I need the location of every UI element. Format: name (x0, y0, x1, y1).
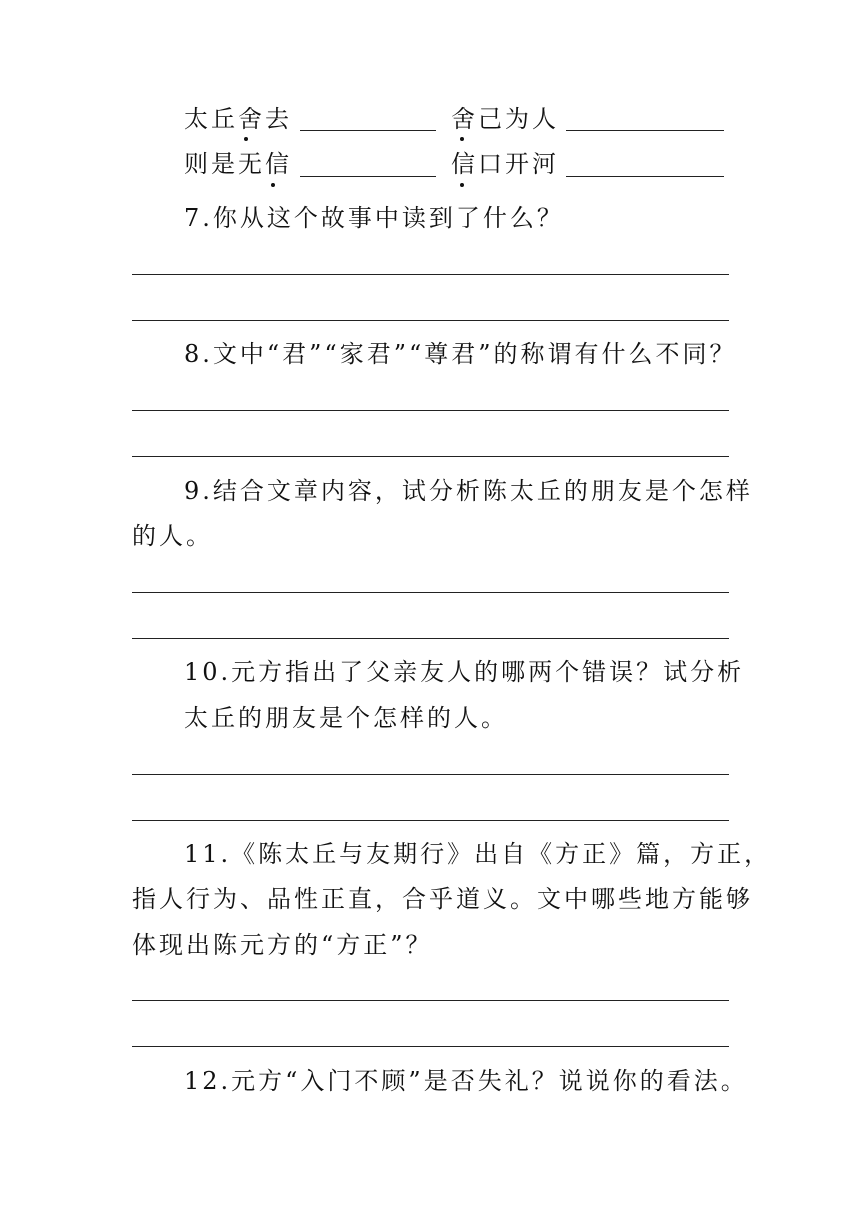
emphasis-dot (460, 183, 464, 187)
question-text: 7.你从这个故事中读到了什么？ (184, 204, 564, 232)
answer-blank-2[interactable] (566, 130, 724, 131)
answer-blank-1[interactable] (300, 130, 436, 131)
answer-line[interactable] (132, 820, 729, 821)
emphasis-dot (460, 137, 464, 141)
answer-blank-3[interactable] (300, 176, 436, 177)
question-text: 10.元方指出了父亲友人的哪两个错误？试分析 (184, 658, 745, 686)
answer-line[interactable] (132, 1046, 729, 1047)
emphasis-dot (244, 137, 248, 141)
answer-line[interactable] (132, 592, 729, 593)
vocab-word-4: 信口开河 (451, 150, 559, 178)
question-text: 11.《陈太丘与友期行》出自《方正》篇，方正， (184, 840, 772, 868)
answer-line[interactable] (132, 774, 729, 775)
answer-line[interactable] (132, 410, 729, 411)
answer-line[interactable] (132, 1000, 729, 1001)
vocab-word-2: 舍己为人 (451, 105, 559, 133)
question-text: 9.结合文章内容，试分析陈太丘的朋友是个怎样 (184, 477, 753, 505)
emphasis-dot (271, 183, 275, 187)
vocab-word-3: 则是无信 (184, 150, 292, 178)
answer-blank-4[interactable] (566, 176, 724, 177)
answer-line[interactable] (132, 320, 729, 321)
question-text: 的人。 (132, 522, 213, 550)
question-text: 8.文中“君”“家君”“尊君”的称谓有什么不同？ (184, 340, 737, 368)
answer-line[interactable] (132, 456, 729, 457)
vocab-word-1: 太丘舍去 (184, 105, 292, 133)
question-text: 12.元方“入门不顾”是否失礼？说说你的看法。 (184, 1067, 748, 1095)
question-text: 指人行为、品性正直，合乎道义。文中哪些地方能够 (132, 885, 753, 913)
question-text: 太丘的朋友是个怎样的人。 (184, 704, 508, 732)
answer-line[interactable] (132, 638, 729, 639)
answer-line[interactable] (132, 274, 729, 275)
question-text: 体现出陈元方的“方正”？ (132, 931, 433, 959)
